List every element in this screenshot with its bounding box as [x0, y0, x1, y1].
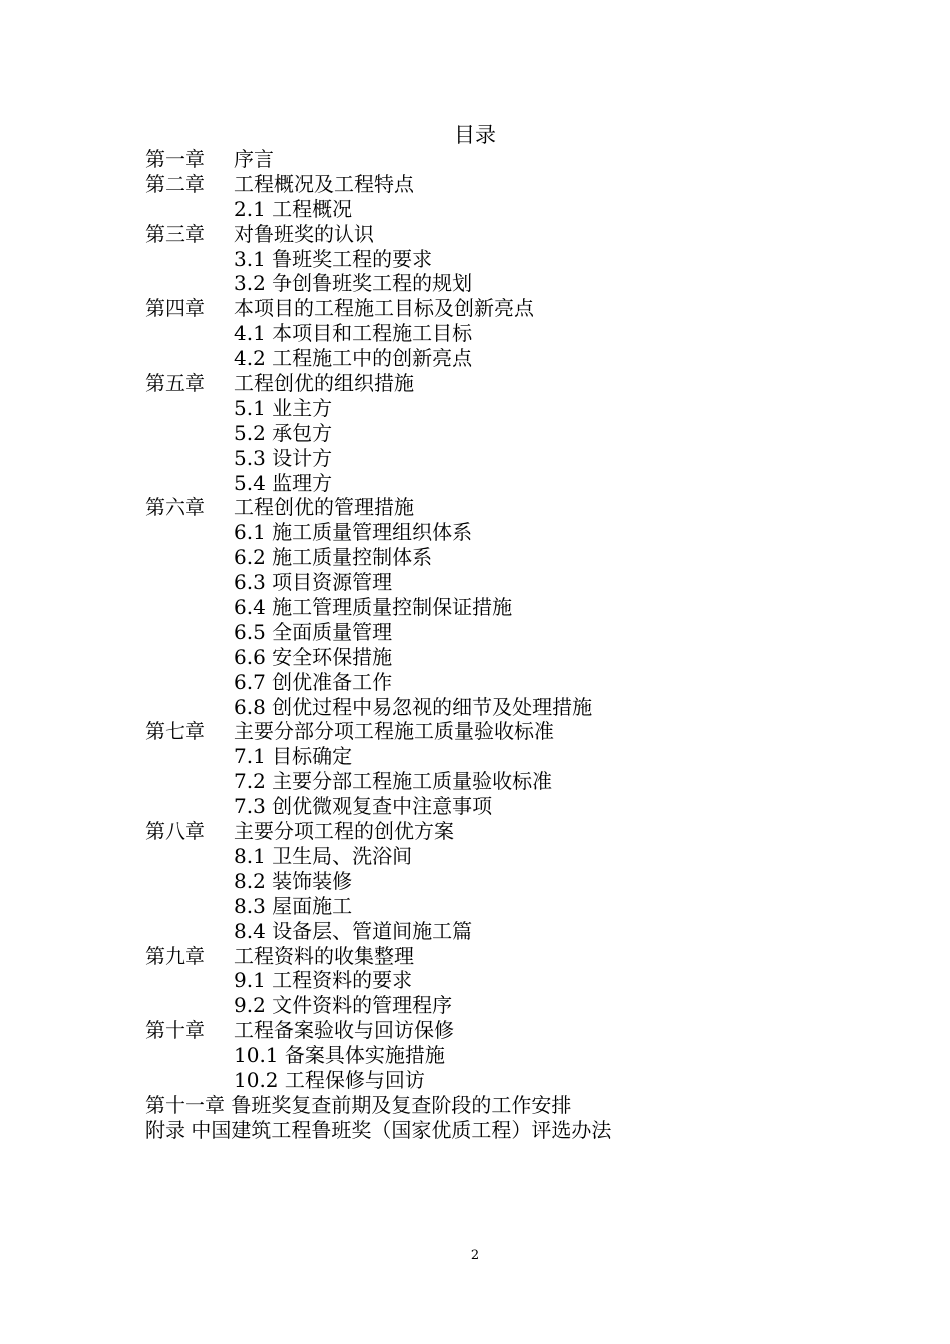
section-title: 8.2 装饰装修	[234, 868, 353, 893]
section-title: 3.1 鲁班奖工程的要求	[234, 246, 433, 271]
toc-chapter-entry	[145, 296, 845, 321]
toc-chapter-entry	[145, 1018, 845, 1043]
section-title: 9.1 工程资料的要求	[234, 968, 413, 993]
section-title: 8.1 卫生局、洗浴间	[234, 843, 413, 868]
chapter-number: 第一章	[145, 147, 205, 171]
toc-section-entry	[145, 695, 845, 720]
section-title: 6.1 施工质量管理组织体系	[234, 520, 473, 545]
chapter-number: 第八章	[145, 819, 205, 844]
chapter-number: 第六章	[145, 495, 205, 520]
chapter-title: 主要分部分项工程施工质量验收标准	[234, 719, 554, 744]
section-title: 6.2 施工质量控制体系	[234, 545, 433, 570]
section-title: 6.5 全面质量管理	[234, 619, 393, 644]
section-title: 5.1 业主方	[234, 395, 333, 420]
toc-chapter-entry	[145, 172, 845, 197]
section-title: 6.6 安全环保措施	[234, 644, 393, 669]
chapter-number: 第四章	[145, 296, 205, 321]
section-title: 10.1 备案具体实施措施	[234, 1043, 445, 1068]
section-title: 4.2 工程施工中的创新亮点	[234, 346, 473, 371]
toc-section-entry	[145, 1068, 845, 1093]
chapter-number: 第七章	[145, 719, 205, 744]
toc-section-entry	[145, 919, 845, 944]
section-title: 2.1 工程概况	[234, 196, 353, 221]
table-of-contents	[145, 147, 845, 1143]
toc-section-entry	[145, 421, 845, 446]
chapter-title: 工程备案验收与回访保修	[234, 1018, 454, 1043]
toc-chapter-entry	[145, 819, 845, 844]
toc-section-entry	[145, 346, 845, 371]
toc-section-entry	[145, 570, 845, 595]
toc-title: 目录	[454, 123, 496, 147]
toc-full-entry	[145, 1118, 845, 1143]
section-title: 3.2 争创鲁班奖工程的规划	[234, 271, 473, 296]
toc-section-entry	[145, 471, 845, 496]
section-title: 6.7 创优准备工作	[234, 669, 393, 694]
chapter-number: 第十章	[145, 1018, 205, 1043]
toc-chapter-entry	[145, 371, 845, 396]
chapter-number: 第三章	[145, 221, 205, 246]
toc-section-entry	[145, 321, 845, 346]
toc-section-entry	[145, 993, 845, 1018]
chapter-title: 本项目的工程施工目标及创新亮点	[234, 296, 534, 321]
toc-section-entry	[145, 744, 845, 769]
section-title: 6.8 创优过程中易忽视的细节及处理措施	[234, 694, 593, 719]
toc-section-entry	[145, 1043, 845, 1068]
section-title: 7.1 目标确定	[234, 744, 353, 769]
section-title: 9.2 文件资料的管理程序	[234, 993, 453, 1018]
section-title: 8.4 设备层、管道间施工篇	[234, 918, 473, 943]
chapter-title: 对鲁班奖的认识	[234, 221, 374, 246]
toc-chapter-entry	[145, 222, 845, 247]
chapter-number: 第二章	[145, 171, 205, 196]
toc-chapter-entry	[145, 495, 845, 520]
chapter-title: 工程概况及工程特点	[234, 171, 414, 196]
toc-section-entry	[145, 620, 845, 645]
section-title: 4.1 本项目和工程施工目标	[234, 321, 473, 346]
chapter-title: 序言	[234, 147, 274, 171]
entry-title: 第十一章 鲁班奖复查前期及复查阶段的工作安排	[145, 1092, 572, 1117]
section-title: 6.4 施工管理质量控制保证措施	[234, 595, 513, 620]
section-title: 8.3 屋面施工	[234, 893, 353, 918]
toc-section-entry	[145, 271, 845, 296]
toc-chapter-entry	[145, 719, 845, 744]
toc-section-entry	[145, 769, 845, 794]
toc-section-entry	[145, 968, 845, 993]
toc-section-entry	[145, 520, 845, 545]
toc-section-entry	[145, 446, 845, 471]
toc-section-entry	[145, 595, 845, 620]
section-title: 10.2 工程保修与回访	[234, 1067, 425, 1092]
toc-section-entry	[145, 869, 845, 894]
toc-section-entry	[145, 645, 845, 670]
chapter-number: 第五章	[145, 371, 205, 396]
section-title: 7.3 创优微观复查中注意事项	[234, 794, 493, 819]
chapter-number: 第九章	[145, 943, 205, 968]
section-title: 6.3 项目资源管理	[234, 570, 393, 595]
section-title: 5.4 监理方	[234, 470, 333, 495]
page-number: 2	[470, 1248, 480, 1263]
chapter-title: 工程创优的组织措施	[234, 371, 414, 396]
toc-chapter-entry	[145, 147, 845, 172]
entry-title: 附录 中国建筑工程鲁班奖（国家优质工程）评选办法	[145, 1117, 612, 1142]
toc-section-entry	[145, 670, 845, 695]
toc-section-entry	[145, 794, 845, 819]
toc-chapter-entry	[145, 944, 845, 969]
toc-section-entry	[145, 396, 845, 421]
section-title: 7.2 主要分部工程施工质量验收标准	[234, 769, 553, 794]
chapter-title: 主要分项工程的创优方案	[234, 819, 454, 844]
toc-section-entry	[145, 247, 845, 272]
toc-section-entry	[145, 844, 845, 869]
chapter-title: 工程资料的收集整理	[234, 943, 414, 968]
section-title: 5.3 设计方	[234, 445, 333, 470]
toc-section-entry	[145, 545, 845, 570]
toc-section-entry	[145, 197, 845, 222]
toc-full-entry	[145, 1093, 845, 1118]
section-title: 5.2 承包方	[234, 420, 333, 445]
chapter-title: 工程创优的管理措施	[234, 495, 414, 520]
toc-section-entry	[145, 894, 845, 919]
